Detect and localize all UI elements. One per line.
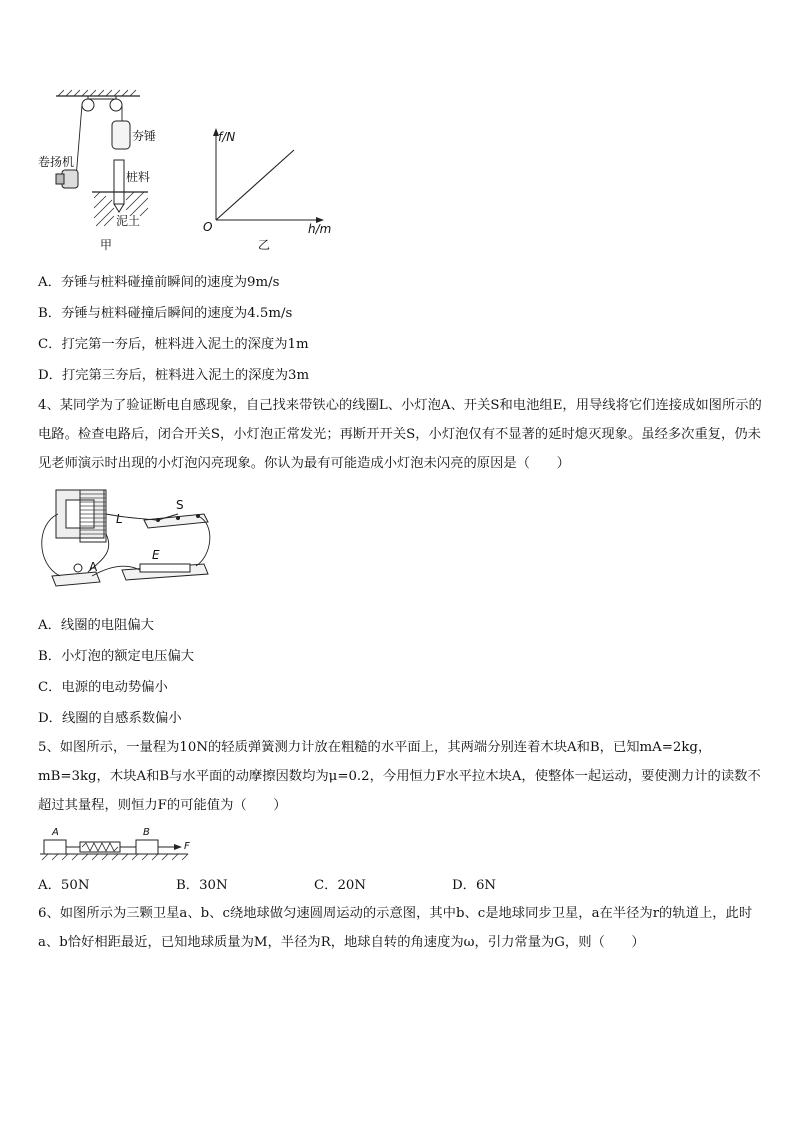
q4-label-e: E	[152, 548, 160, 562]
q6-text: 6、如图所示为三颗卫星a、b、c绕地球做匀速圆周运动的示意图，其中b、c是地球同步卫星，a在半径为r的轨道上，此时a、b恰好相距最近，已知地球质量为M，半径为R，地球自转的角速度为ω，引力常量为G，则（ ）	[38, 906, 753, 950]
q5-option-a: A．50N	[38, 878, 90, 893]
x-axis-label: h/m	[308, 222, 332, 236]
q4-label-a: A	[89, 560, 98, 574]
origin-label: O	[203, 220, 213, 234]
hammer-label: 夯锤	[132, 129, 157, 143]
q4-label-l: L	[116, 512, 123, 526]
y-axis-label: f/N	[218, 130, 236, 144]
figure-jia-caption: 甲	[100, 238, 113, 252]
q4-option-b: B．小灯泡的额定电压偏大	[38, 649, 195, 664]
q4-text: 4、某同学为了验证断电自感现象，自己找来带铁心的线圈L、小灯泡A、开关S和电池组E，用导线将它们连接成如图所示的电路。检查电路后，闭合开关S，小灯泡正常发光；再断开开关S，小灯泡仅有不显著的延时熄灭现象。虽经多次重复，仍未见老师演示时出现的小灯泡闪亮现象。你认为最有可能造成小灯泡未闪亮的原因是（ ）	[38, 398, 762, 471]
figure-q4-circuit	[36, 484, 216, 588]
q3-option-d: D．打完第三夯后，桩料进入泥土的深度为3m	[38, 368, 310, 383]
q4-option-d: D．线圈的自感系数偏小	[38, 711, 182, 726]
q5-option-c: C．20N	[314, 878, 367, 893]
q5-label-f: F	[184, 841, 190, 852]
figure-yi-caption: 乙	[258, 238, 271, 252]
soil-label: 泥土	[116, 214, 141, 228]
q5-text: 5、如图所示，一量程为10N的轻质弹簧测力计放在粗糙的水平面上，其两端分别连着木块A和B，已知mA=2kg，mB=3kg，木块A和B与水平面的动摩擦因数均为μ=0.2，今用恒力F水平拉木块A，使整体一起运动，要使测力计的读数不超过其量程，则恒力F的可能值为（ ）	[38, 740, 761, 813]
q3-option-a: A．夯锤与桩料碰撞前瞬间的速度为9m/s	[38, 275, 280, 290]
q4-label-s: S	[176, 498, 184, 512]
q5-label-a: A	[52, 827, 59, 838]
q3-option-c: C．打完第一夯后，桩料进入泥土的深度为1m	[38, 337, 309, 352]
winch-label: 卷扬机	[38, 155, 75, 169]
q5-option-b: B．30N	[176, 878, 228, 893]
figure-yi-graph	[200, 128, 324, 238]
q4-option-c: C．电源的电动势偏小	[38, 680, 168, 695]
pile-label: 桩料	[126, 170, 151, 184]
figure-q5-blocks	[38, 826, 198, 862]
q3-option-b: B．夯锤与桩料碰撞后瞬间的速度为4.5m/s	[38, 306, 293, 321]
graph-line	[216, 150, 294, 220]
q4-option-a: A．线圈的电阻偏大	[38, 618, 154, 633]
q5-label-b: B	[143, 827, 150, 838]
q5-option-d: D．6N	[452, 878, 497, 893]
